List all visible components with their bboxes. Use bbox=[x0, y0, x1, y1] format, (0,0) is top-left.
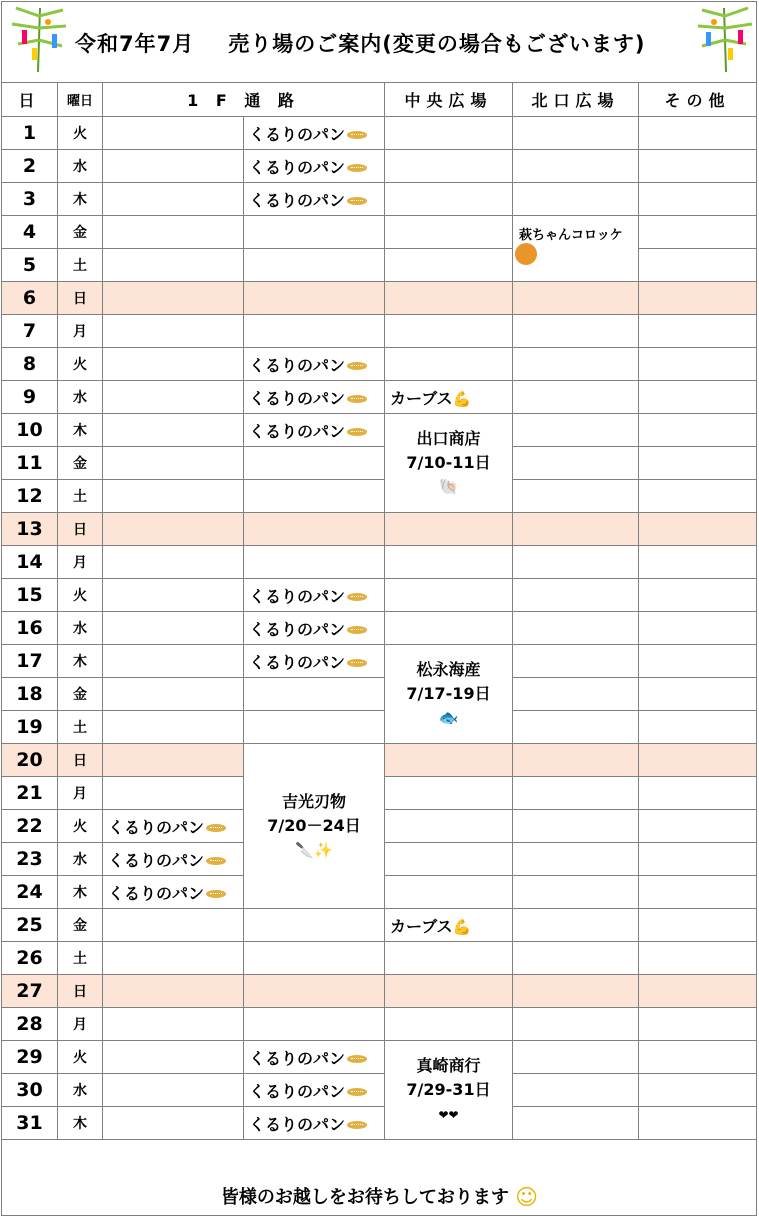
other-cell bbox=[639, 1008, 757, 1041]
corridor-b-cell bbox=[244, 282, 385, 315]
center-cell bbox=[385, 777, 513, 810]
weekday: 木 bbox=[58, 645, 103, 678]
corridor-a-cell bbox=[103, 909, 244, 942]
weekday: 木 bbox=[58, 1107, 103, 1140]
corridor-a-cell bbox=[103, 282, 244, 315]
other-cell bbox=[639, 348, 757, 381]
corridor-a-cell bbox=[103, 1074, 244, 1107]
weekday: 水 bbox=[58, 150, 103, 183]
other-cell bbox=[639, 216, 757, 249]
corridor-a-cell bbox=[103, 414, 244, 447]
other-cell bbox=[639, 711, 757, 744]
north-cell bbox=[513, 942, 639, 975]
weekday: 日 bbox=[58, 513, 103, 546]
day-row bbox=[2, 612, 757, 645]
weekday: 日 bbox=[58, 975, 103, 1008]
day-number: 21 bbox=[2, 777, 58, 810]
weekday: 水 bbox=[58, 1074, 103, 1107]
day-number: 31 bbox=[2, 1107, 58, 1140]
corridor-a-cell bbox=[103, 1041, 244, 1074]
yoshimitsu-name: 吉光刃物 bbox=[281, 792, 346, 811]
north-cell bbox=[513, 909, 639, 942]
day-row bbox=[2, 1041, 757, 1074]
weekday: 木 bbox=[58, 183, 103, 216]
weekday: 月 bbox=[58, 1008, 103, 1041]
matsunaga-cell bbox=[385, 645, 513, 744]
corridor-a-cell bbox=[103, 546, 244, 579]
north-cell bbox=[513, 579, 639, 612]
corridor-b-cell bbox=[244, 1008, 385, 1041]
corridor-a-cell bbox=[103, 612, 244, 645]
day-number: 11 bbox=[2, 447, 58, 480]
corridor-a-cell bbox=[103, 942, 244, 975]
corridor-a-cell bbox=[103, 1008, 244, 1041]
corridor-b-cell bbox=[244, 414, 385, 447]
center-cell bbox=[385, 282, 513, 315]
corridor-a-cell bbox=[103, 447, 244, 480]
corridor-b-cell bbox=[244, 480, 385, 513]
day-number: 9 bbox=[2, 381, 58, 414]
bread-icon bbox=[347, 659, 367, 667]
day-number: 14 bbox=[2, 546, 58, 579]
center-cell bbox=[385, 249, 513, 282]
corridor-a-cell bbox=[103, 975, 244, 1008]
day-number: 27 bbox=[2, 975, 58, 1008]
corridor-b-cell bbox=[244, 381, 385, 414]
day-number: 28 bbox=[2, 1008, 58, 1041]
weekday: 月 bbox=[58, 546, 103, 579]
corridor-b-cell bbox=[244, 1041, 385, 1074]
yoshimitsu-cell bbox=[244, 744, 385, 909]
bread-icon bbox=[347, 131, 367, 139]
day-number: 6 bbox=[2, 282, 58, 315]
center-cell bbox=[385, 876, 513, 909]
curves-label: カーブス bbox=[390, 916, 453, 936]
hearts-icon: ❤❤ bbox=[438, 1107, 459, 1122]
corridor-a-cell bbox=[103, 876, 244, 909]
vendor-label: くるりのパン bbox=[249, 1081, 346, 1101]
north-cell bbox=[513, 1008, 639, 1041]
corridor-a-cell bbox=[103, 315, 244, 348]
north-cell bbox=[513, 1041, 639, 1074]
corridor-a-cell bbox=[103, 777, 244, 810]
deguchi-cell bbox=[385, 414, 513, 513]
day-number: 3 bbox=[2, 183, 58, 216]
weekday: 土 bbox=[58, 249, 103, 282]
other-cell bbox=[639, 513, 757, 546]
other-cell bbox=[639, 150, 757, 183]
center-cell bbox=[385, 612, 513, 645]
center-cell bbox=[385, 150, 513, 183]
day-number: 16 bbox=[2, 612, 58, 645]
tanabata-bamboo-icon bbox=[696, 4, 756, 74]
other-cell bbox=[639, 447, 757, 480]
other-cell bbox=[639, 249, 757, 282]
day-number: 24 bbox=[2, 876, 58, 909]
weekday: 水 bbox=[58, 381, 103, 414]
day-row bbox=[2, 513, 757, 546]
north-cell bbox=[513, 810, 639, 843]
weekday: 火 bbox=[58, 810, 103, 843]
corridor-b-cell bbox=[244, 711, 385, 744]
day-number: 8 bbox=[2, 348, 58, 381]
day-row bbox=[2, 546, 757, 579]
smiley-icon: ☺ bbox=[515, 1185, 539, 1211]
corridor-a-cell bbox=[103, 150, 244, 183]
bread-icon bbox=[347, 1121, 367, 1129]
day-row bbox=[2, 975, 757, 1008]
weekday: 日 bbox=[58, 744, 103, 777]
center-cell bbox=[385, 579, 513, 612]
weekday: 金 bbox=[58, 216, 103, 249]
corridor-a-cell bbox=[103, 249, 244, 282]
weekday: 火 bbox=[58, 579, 103, 612]
bread-icon bbox=[206, 857, 226, 865]
footer-text: 皆様のお越しをお待ちしております bbox=[220, 1187, 509, 1208]
day-number: 13 bbox=[2, 513, 58, 546]
other-cell bbox=[639, 876, 757, 909]
corridor-b-cell bbox=[244, 942, 385, 975]
dumbbell-icon: 💪 bbox=[452, 917, 472, 936]
day-number: 12 bbox=[2, 480, 58, 513]
masaki-cell bbox=[385, 1041, 513, 1140]
day-number: 7 bbox=[2, 315, 58, 348]
day-row bbox=[2, 150, 757, 183]
day-row bbox=[2, 183, 757, 216]
north-cell bbox=[513, 876, 639, 909]
other-cell bbox=[639, 1107, 757, 1140]
center-cell bbox=[385, 216, 513, 249]
bread-icon bbox=[347, 164, 367, 172]
corridor-a-cell bbox=[103, 579, 244, 612]
north-cell bbox=[513, 777, 639, 810]
center-cell bbox=[385, 942, 513, 975]
vendor-label: くるりのパン bbox=[249, 652, 346, 672]
day-number: 22 bbox=[2, 810, 58, 843]
corridor-b-cell bbox=[244, 348, 385, 381]
footer-message bbox=[0, 1183, 759, 1211]
bread-icon bbox=[347, 395, 367, 403]
clam-icon: 🐚 bbox=[438, 477, 459, 496]
day-row bbox=[2, 249, 757, 282]
other-cell bbox=[639, 183, 757, 216]
north-cell bbox=[513, 1074, 639, 1107]
day-row bbox=[2, 645, 757, 678]
fish-icon: 🐟 bbox=[438, 708, 459, 727]
corridor-b-cell bbox=[244, 975, 385, 1008]
north-cell bbox=[513, 315, 639, 348]
other-cell bbox=[639, 579, 757, 612]
croquette-icon bbox=[515, 243, 537, 265]
center-cell bbox=[385, 909, 513, 942]
other-cell bbox=[639, 117, 757, 150]
other-cell bbox=[639, 843, 757, 876]
center-cell bbox=[385, 117, 513, 150]
north-cell bbox=[513, 645, 639, 678]
weekday: 土 bbox=[58, 480, 103, 513]
weekday: 金 bbox=[58, 447, 103, 480]
vendor-label: くるりのパン bbox=[249, 190, 346, 210]
corridor-b-cell bbox=[244, 315, 385, 348]
corridor-a-cell bbox=[103, 513, 244, 546]
day-row bbox=[2, 942, 757, 975]
vendor-label: くるりのパン bbox=[249, 388, 346, 408]
title-text: 売り場のご案内(変更の場合もございます) bbox=[228, 32, 646, 56]
weekday: 金 bbox=[58, 678, 103, 711]
day-number: 1 bbox=[2, 117, 58, 150]
masaki-name: 真崎商行 bbox=[416, 1055, 481, 1075]
weekday: 月 bbox=[58, 777, 103, 810]
corridor-b-cell bbox=[244, 1074, 385, 1107]
dumbbell-icon: 💪 bbox=[452, 389, 472, 408]
weekday: 火 bbox=[58, 1041, 103, 1074]
day-row bbox=[2, 1074, 757, 1107]
knife-sparkle-icon: 🔪✨ bbox=[295, 841, 333, 859]
center-cell bbox=[385, 975, 513, 1008]
masaki-dates: 7/29-31日 bbox=[406, 1079, 491, 1099]
north-cell bbox=[513, 678, 639, 711]
day-number: 30 bbox=[2, 1074, 58, 1107]
corridor-a-cell bbox=[103, 216, 244, 249]
day-row bbox=[2, 909, 757, 942]
corridor-b-cell bbox=[244, 546, 385, 579]
day-row bbox=[2, 744, 757, 777]
corridor-b-cell bbox=[244, 216, 385, 249]
corridor-b-cell bbox=[244, 249, 385, 282]
corridor-b-cell bbox=[244, 150, 385, 183]
page-title bbox=[75, 28, 645, 58]
bread-icon bbox=[347, 593, 367, 601]
weekday: 金 bbox=[58, 909, 103, 942]
north-cell bbox=[513, 744, 639, 777]
corridor-a-cell bbox=[103, 480, 244, 513]
other-cell bbox=[639, 645, 757, 678]
center-cell bbox=[385, 1008, 513, 1041]
hagi-label: 萩ちゃんコロッケ bbox=[519, 228, 623, 243]
weekday: 木 bbox=[58, 876, 103, 909]
matsunaga-dates: 7/17-19日 bbox=[406, 684, 491, 703]
schedule-body bbox=[2, 117, 757, 1140]
tanabata-bamboo-icon bbox=[8, 4, 68, 74]
vendor-label: くるりのパン bbox=[249, 421, 346, 441]
day-row bbox=[2, 282, 757, 315]
corridor-a-cell bbox=[103, 678, 244, 711]
north-cell bbox=[513, 282, 639, 315]
weekday: 水 bbox=[58, 843, 103, 876]
center-cell bbox=[385, 810, 513, 843]
matsunaga-name: 松永海産 bbox=[416, 660, 481, 679]
schedule-table bbox=[1, 82, 757, 1140]
center-cell bbox=[385, 546, 513, 579]
header-day: 日 bbox=[2, 83, 58, 117]
bread-icon bbox=[206, 824, 226, 832]
vendor-label: くるりのパン bbox=[108, 817, 205, 837]
day-number: 25 bbox=[2, 909, 58, 942]
weekday: 土 bbox=[58, 711, 103, 744]
other-cell bbox=[639, 975, 757, 1008]
day-row bbox=[2, 117, 757, 150]
day-row bbox=[2, 315, 757, 348]
bread-icon bbox=[347, 1088, 367, 1096]
weekday: 火 bbox=[58, 348, 103, 381]
north-cell bbox=[513, 1107, 639, 1140]
other-cell bbox=[639, 282, 757, 315]
day-row bbox=[2, 678, 757, 711]
other-cell bbox=[639, 612, 757, 645]
corridor-a-cell bbox=[103, 810, 244, 843]
center-cell bbox=[385, 843, 513, 876]
other-cell bbox=[639, 315, 757, 348]
corridor-a-cell bbox=[103, 183, 244, 216]
day-number: 18 bbox=[2, 678, 58, 711]
other-cell bbox=[639, 909, 757, 942]
corridor-b-cell bbox=[244, 513, 385, 546]
day-number: 5 bbox=[2, 249, 58, 282]
other-cell bbox=[639, 1074, 757, 1107]
north-cell bbox=[513, 513, 639, 546]
day-number: 26 bbox=[2, 942, 58, 975]
north-cell bbox=[513, 843, 639, 876]
bread-icon bbox=[347, 1055, 367, 1063]
center-cell bbox=[385, 315, 513, 348]
vendor-label: くるりのパン bbox=[108, 850, 205, 870]
other-cell bbox=[639, 1041, 757, 1074]
day-number: 2 bbox=[2, 150, 58, 183]
north-cell bbox=[513, 381, 639, 414]
weekday: 水 bbox=[58, 612, 103, 645]
weekday: 木 bbox=[58, 414, 103, 447]
corridor-a-cell bbox=[103, 645, 244, 678]
corridor-b-cell bbox=[244, 612, 385, 645]
header-center-plaza: 中央広場 bbox=[385, 83, 513, 117]
north-cell bbox=[513, 975, 639, 1008]
title-bar bbox=[0, 0, 759, 82]
north-cell bbox=[513, 447, 639, 480]
deguchi-name: 出口商店 bbox=[416, 429, 481, 448]
deguchi-dates: 7/10-11日 bbox=[406, 453, 491, 472]
corridor-a-cell bbox=[103, 381, 244, 414]
day-row bbox=[2, 579, 757, 612]
weekday: 土 bbox=[58, 942, 103, 975]
north-cell bbox=[513, 546, 639, 579]
corridor-b-cell bbox=[244, 1107, 385, 1140]
hagi-cell bbox=[513, 216, 639, 282]
corridor-a-cell bbox=[103, 117, 244, 150]
bread-icon bbox=[347, 428, 367, 436]
other-cell bbox=[639, 744, 757, 777]
corridor-b-cell bbox=[244, 183, 385, 216]
curves-label: カーブス bbox=[390, 388, 453, 408]
day-row bbox=[2, 480, 757, 513]
center-cell bbox=[385, 744, 513, 777]
bread-icon bbox=[206, 890, 226, 898]
corridor-b-cell bbox=[244, 678, 385, 711]
vendor-label: くるりのパン bbox=[249, 619, 346, 639]
header-row bbox=[2, 83, 757, 117]
center-cell bbox=[385, 348, 513, 381]
center-cell bbox=[385, 381, 513, 414]
north-cell bbox=[513, 150, 639, 183]
other-cell bbox=[639, 942, 757, 975]
title-date: 令和7年7月 bbox=[75, 32, 195, 56]
other-cell bbox=[639, 480, 757, 513]
header-1f-corridor: 1 F 通 路 bbox=[103, 83, 385, 117]
day-row bbox=[2, 1008, 757, 1041]
vendor-label: くるりのパン bbox=[249, 124, 346, 144]
day-row bbox=[2, 381, 757, 414]
header-north-plaza: 北口広場 bbox=[513, 83, 639, 117]
header-weekday: 曜日 bbox=[58, 83, 103, 117]
north-cell bbox=[513, 480, 639, 513]
corridor-b-cell bbox=[244, 645, 385, 678]
corridor-b-cell bbox=[244, 117, 385, 150]
vendor-label: くるりのパン bbox=[108, 883, 205, 903]
other-cell bbox=[639, 414, 757, 447]
header-other: その他 bbox=[639, 83, 757, 117]
day-number: 20 bbox=[2, 744, 58, 777]
corridor-a-cell bbox=[103, 711, 244, 744]
weekday: 日 bbox=[58, 282, 103, 315]
other-cell bbox=[639, 381, 757, 414]
day-row bbox=[2, 348, 757, 381]
vendor-label: くるりのパン bbox=[249, 586, 346, 606]
day-row bbox=[2, 711, 757, 744]
day-row bbox=[2, 414, 757, 447]
other-cell bbox=[639, 546, 757, 579]
day-number: 29 bbox=[2, 1041, 58, 1074]
corridor-a-cell bbox=[103, 348, 244, 381]
north-cell bbox=[513, 711, 639, 744]
north-cell bbox=[513, 348, 639, 381]
day-number: 19 bbox=[2, 711, 58, 744]
bread-icon bbox=[347, 197, 367, 205]
corridor-b-cell bbox=[244, 909, 385, 942]
bread-icon bbox=[347, 626, 367, 634]
day-row bbox=[2, 216, 757, 249]
day-row bbox=[2, 447, 757, 480]
other-cell bbox=[639, 678, 757, 711]
other-cell bbox=[639, 810, 757, 843]
vendor-label: くるりのパン bbox=[249, 1048, 346, 1068]
day-number: 15 bbox=[2, 579, 58, 612]
weekday: 月 bbox=[58, 315, 103, 348]
day-number: 23 bbox=[2, 843, 58, 876]
north-cell bbox=[513, 414, 639, 447]
center-cell bbox=[385, 513, 513, 546]
weekday: 火 bbox=[58, 117, 103, 150]
day-number: 4 bbox=[2, 216, 58, 249]
day-number: 10 bbox=[2, 414, 58, 447]
day-row bbox=[2, 1107, 757, 1140]
bread-icon bbox=[347, 362, 367, 370]
corridor-a-cell bbox=[103, 1107, 244, 1140]
corridor-b-cell bbox=[244, 447, 385, 480]
yoshimitsu-dates: 7/20－24日 bbox=[267, 816, 361, 835]
north-cell bbox=[513, 117, 639, 150]
north-cell bbox=[513, 612, 639, 645]
vendor-label: くるりのパン bbox=[249, 157, 346, 177]
center-cell bbox=[385, 183, 513, 216]
north-cell bbox=[513, 183, 639, 216]
vendor-label: くるりのパン bbox=[249, 355, 346, 375]
corridor-a-cell bbox=[103, 843, 244, 876]
other-cell bbox=[639, 777, 757, 810]
corridor-a-cell bbox=[103, 744, 244, 777]
vendor-label: くるりのパン bbox=[249, 1114, 346, 1134]
day-number: 17 bbox=[2, 645, 58, 678]
corridor-b-cell bbox=[244, 579, 385, 612]
